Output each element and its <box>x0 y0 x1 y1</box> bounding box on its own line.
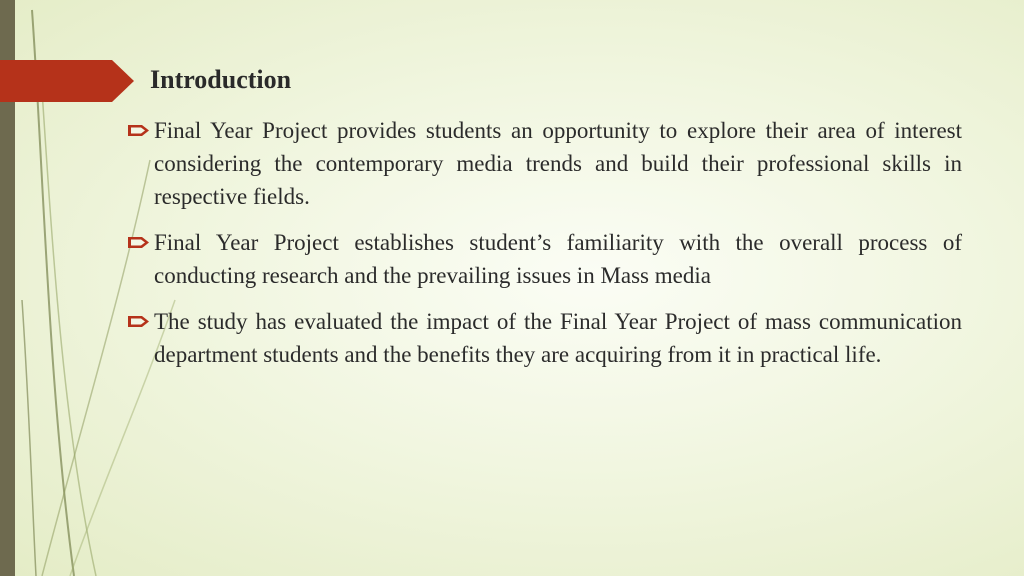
pencil-arrow-icon <box>128 314 150 329</box>
bullet-item-2 <box>128 226 962 292</box>
bullet-text-3: The study has evaluated the impact of the Final Year Project of mass communication department students and the benefits they are acquiring from it in practical life. <box>154 309 962 367</box>
bullet-text-2: Final Year Project establishes student’s familiarity with the overall process of conducting research and the prevailing issues in Mass media <box>154 230 962 288</box>
bullet-text-1: Final Year Project provides students an opportunity to explore their area of interest considering the contemporary media trends and build their professional skills in respective fields. <box>154 118 962 209</box>
bullet-item-3 <box>128 305 962 371</box>
slide-title: Introduction <box>150 65 292 94</box>
pencil-arrow-icon <box>128 123 150 138</box>
pencil-arrow-icon <box>128 235 150 250</box>
title-arrow-banner <box>0 60 134 102</box>
bullet-list <box>128 114 962 384</box>
bullet-item-1 <box>128 114 962 213</box>
